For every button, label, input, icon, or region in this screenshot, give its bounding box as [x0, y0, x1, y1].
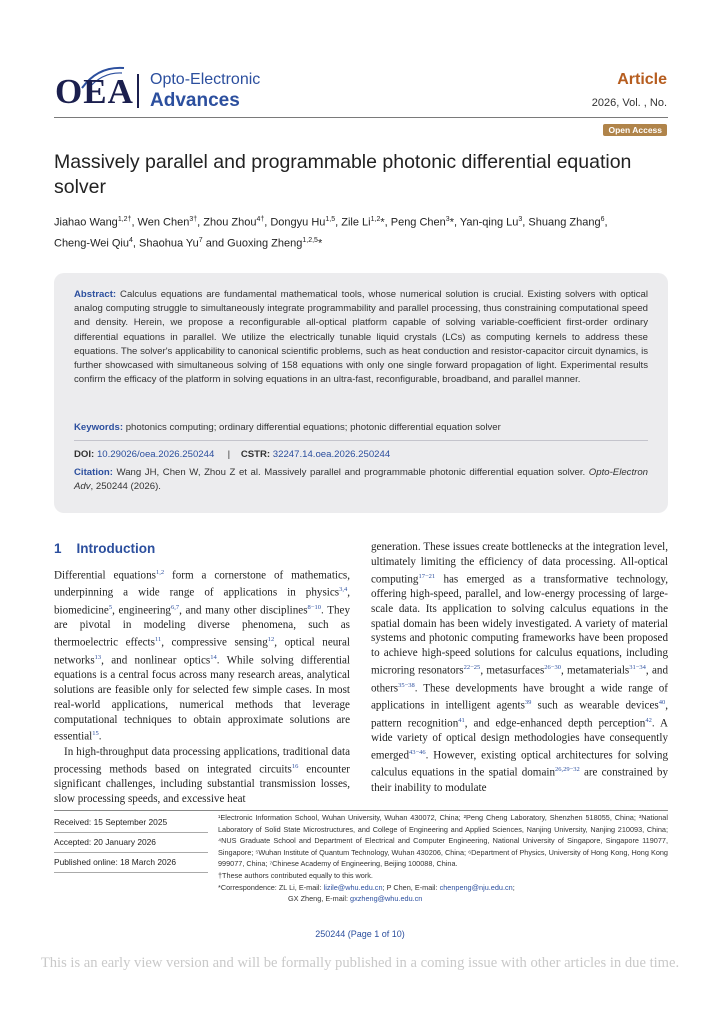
header-divider: [54, 117, 668, 118]
paragraph-text: are constrained by their inability to modulate: [371, 766, 668, 794]
email-link[interactable]: chenpeng@nju.edu.cn: [439, 882, 513, 892]
published-date: Published online: 18 March 2026: [54, 853, 208, 873]
citation-tail: , 250244 (2026).: [90, 481, 161, 493]
author-affiliation-mark: 4: [129, 236, 133, 244]
correspondence-mid: ; P Chen, E-mail:: [382, 882, 440, 892]
journal-name-line1: Opto-Electronic: [150, 71, 261, 88]
paragraph-text: has emerged as a transformative technology, offering high-speed, parallel, and low-energy processing of large-scale data. Its application to solving calculus equations in the spatial domain has been widely investigated. A variety of material systems and photonic computing frameworks have been proposed to achieve high-speed solutions for calculus equations, including microring resonators: [371, 573, 668, 677]
citation-ref[interactable]: 26−30: [544, 664, 561, 672]
citation-ref[interactable]: 35−38: [398, 681, 415, 689]
paragraph-text: , optical neural networks: [54, 636, 351, 667]
paragraph-text: . While solving differential equations is a central focus across many research areas, analytical solutions are feasible only for selected few simple cases. In most real-world applications, numerical methods that leverage computational techniques to obtain approximate solutions are essential: [54, 654, 350, 744]
paragraph-text: , metamaterials: [560, 664, 630, 677]
citation-ref[interactable]: 14: [210, 653, 217, 661]
citation-text: Wang JH, Chen W, Zhou Z et al. Massively parallel and programmable photonic differential equation solver.: [116, 467, 589, 478]
author-affiliation-mark: 1,2,5: [302, 236, 318, 244]
doi-separator: |: [227, 449, 231, 460]
paragraph-text: , and edge-enhanced depth perception: [464, 717, 646, 730]
citation-ref[interactable]: 31−34: [629, 664, 646, 672]
citation-ref[interactable]: 41: [458, 716, 465, 724]
citation-ref[interactable]: 22−25: [463, 664, 481, 672]
citation: [74, 466, 648, 494]
author-name: , Zile Li: [335, 216, 371, 229]
affiliations-block: [218, 812, 668, 905]
paragraph-text: generation. These issues create bottlenecks at the integration level, ultimately limiting the efficiency of data processing. All-optical computing: [371, 541, 668, 586]
citation-ref[interactable]: 16: [291, 762, 299, 770]
paragraph-text: such as wearable devices: [531, 699, 659, 712]
affiliations: ¹Electronic Information School, Wuhan University, Wuhan 430072, China; ²Peng Cheng Laboratory, Shenzhen 518055, China; ³National Laboratory of Solid State Microstructures, and College of Engineering and Applied Sciences, Nanjing University, Nanjing 210093, China; ⁴NUS Graduate School and Department of Electrical and Computer Engineering, National University of Singapore, Singapore 119077, Singapore; ⁵Wuhan Institute of Quantum Technology, Wuhan 430206, China; ⁶Department of Physics, University of Hong Kong, Hong Kong 999077, China; ⁷Chinese Academy of Engineering, Beijing 100088, China.: [218, 813, 668, 869]
paragraph-text: .: [98, 731, 102, 744]
author-affiliation-mark: 1,2: [370, 216, 381, 223]
section-heading: 1 Introduction: [54, 541, 156, 556]
correspondence-end: ;: [512, 882, 515, 892]
correspondence-prefix: GX Zheng, E-mail:: [288, 894, 351, 904]
paragraph-text: , and many other disciplines: [179, 604, 308, 617]
author-affiliation-mark: 3†: [189, 216, 198, 223]
correspondence: [218, 882, 668, 894]
paragraph-text: . A wide variety of optical design methodologies have consequently emerged: [371, 717, 668, 762]
paragraph: [54, 745, 350, 807]
author-name: *, Peng Chen: [380, 216, 446, 229]
doi-link[interactable]: 10.29026/oea.2026.250244: [96, 449, 215, 460]
citation-label: Citation:: [74, 467, 113, 478]
author-name: , Dongyu Hu: [264, 216, 326, 229]
volume-info: 2026, Vol. , No.: [591, 97, 667, 109]
paragraph: [54, 566, 350, 745]
citation-ref[interactable]: 43−46: [409, 748, 426, 756]
paragraph-text: , pattern recognition: [371, 699, 668, 730]
paragraph-text: Differential equations: [54, 569, 156, 582]
journal-logo: OEA: [55, 72, 134, 111]
email-link[interactable]: gxzheng@whu.edu.cn: [350, 894, 423, 904]
date-block: [54, 813, 208, 873]
author-affiliation-mark: 1,2†: [117, 216, 132, 223]
paragraph-text: , and others: [371, 664, 668, 695]
early-view-notice: This is an early view version and will be formally published in a coming issue with other articles in due time.: [40, 955, 680, 971]
citation-ref[interactable]: 17−21: [418, 572, 436, 580]
citation-ref[interactable]: 6,7: [170, 603, 180, 611]
citation-ref[interactable]: 5: [108, 603, 113, 611]
abstract-label: Abstract:: [74, 289, 117, 300]
citation-ref[interactable]: 26,29−32: [555, 766, 580, 774]
author-name: Jiahao Wang: [54, 216, 118, 229]
paper-title: Massively parallel and programmable photonic differential equation solver: [54, 151, 632, 198]
body-column-left: [54, 566, 350, 807]
author-affiliation-mark: 4†: [256, 216, 265, 223]
citation-ref[interactable]: 11: [154, 636, 162, 644]
author-affiliation-mark: 3: [518, 216, 523, 223]
author-affiliation-mark: 6: [600, 216, 605, 223]
author-affiliation-mark: 1,5: [325, 216, 336, 223]
author-name: , Shaohua Yu: [132, 237, 199, 250]
paragraph-text: , metasurfaces: [480, 664, 545, 677]
abstract-divider: [74, 440, 648, 441]
author-name: Cheng-Wei Qiu: [54, 237, 129, 250]
author-name: *, Yan-qing Lu: [449, 216, 519, 229]
citation-ref[interactable]: 15: [92, 730, 99, 738]
open-access-badge[interactable]: Open Access: [603, 124, 667, 136]
citation-ref[interactable]: 1,2: [155, 569, 165, 576]
author-name: and Guoxing Zheng: [202, 237, 303, 250]
author-name: , Shuang Zhang: [522, 216, 601, 229]
equal-contribution-note: †These authors contributed equally to this work.: [218, 870, 373, 880]
paragraph-text: . They are pivotal in modeling diverse phenomena, such as thermoelectric effects: [54, 604, 351, 649]
cstr-label: CSTR:: [240, 449, 271, 460]
paragraph-text: In high-throughput data processing applications, traditional data processing methods based on integrated circuits: [54, 745, 350, 776]
correspondence-prefix: *Correspondence: ZL Li, E-mail:: [218, 882, 324, 892]
paragraph-text: encounter significant challenges, including substantial transmission losses, slow processing speeds, and excessive heat: [54, 763, 351, 805]
cstr-link[interactable]: 32247.14.oea.2026.250244: [272, 449, 391, 460]
abstract-text: Calculus equations are fundamental mathematical tools, whose numerical solution is crucial. Existing solvers with optical analog computing struggle to simultaneously integrate programmability and parallel processing, thus constraining computational speed and density. Herein, we propose a reconfigurable all-optical platform capable of solving variable-coefficient first-order ordinary differential equations in parallel. We utilize the electrically tunable liquid crystals (LCs) as computing kernels to address these equations. The solver's applicability to canonical scientific problems, such as heat conduction and resistor-capacitor circuit dynamics, is further showcased with simultaneous solving of 158 equations with only one single forward propagation of light. Experimental results confirm the efficacy of the platform in solving equations in an ultra-fast, reconfigurable, broadband, and parallel manner.: [74, 289, 648, 386]
logo-divider: [137, 74, 139, 108]
citation-ref[interactable]: 40: [658, 699, 666, 707]
received-date: Received: 15 September 2025: [54, 813, 208, 833]
correspondence-line2: [218, 893, 668, 905]
paragraph-text: , engineering: [112, 604, 171, 617]
author-name: , Wen Chen: [131, 216, 190, 229]
paragraph-text: . These developments have brought a wide range of applications in intelligent agents: [371, 682, 668, 712]
paragraph-text: form a cornerstone of mathematics, underpinning a wide range of applications in physics: [54, 569, 350, 600]
citation-journal: Opto-Electron Adv: [74, 467, 648, 493]
citation-ref[interactable]: 12: [267, 636, 275, 644]
keywords: [74, 421, 648, 435]
doi-label: DOI:: [74, 449, 95, 460]
body-column-right: [371, 540, 668, 796]
author-name: *: [317, 237, 323, 250]
citation-ref[interactable]: 8−10: [307, 603, 321, 611]
abstract: [74, 288, 648, 387]
footer-divider: [54, 810, 668, 811]
paragraph-text: , biomedicine: [54, 587, 350, 617]
email-link[interactable]: lizile@whu.edu.cn: [323, 882, 383, 892]
keywords-label: Keywords:: [74, 422, 124, 433]
keywords-text: photonics computing; ordinary differential equations; photonic differential equation solver: [125, 422, 501, 433]
author-affiliation-mark: 3: [445, 216, 450, 223]
author-name: , Zhou Zhou: [197, 216, 257, 229]
author-name: ,: [604, 216, 608, 229]
doi-line: [74, 448, 648, 462]
citation-ref[interactable]: 13: [94, 653, 102, 661]
citation-ref[interactable]: 3,4: [339, 586, 348, 594]
author-affiliation-mark: 7: [198, 236, 203, 244]
article-type: Article: [617, 71, 667, 88]
paragraph-text: , and nonlinear optics: [101, 654, 211, 667]
journal-name-line2: Advances: [150, 90, 240, 111]
author-list: [54, 211, 670, 252]
citation-ref[interactable]: 39: [524, 699, 532, 707]
author-line-2: [54, 232, 670, 253]
paragraph-text: , compressive sensing: [161, 636, 268, 649]
paragraph-text: . However, existing optical architectures for solving calculus equations in the spatial domain: [371, 749, 668, 779]
accepted-date: Accepted: 20 January 2026: [54, 833, 208, 853]
author-line-1: [54, 211, 670, 232]
paragraph: [371, 540, 668, 796]
page-number: 250244 (Page 1 of 10): [315, 929, 405, 939]
citation-ref[interactable]: 42: [645, 716, 652, 724]
